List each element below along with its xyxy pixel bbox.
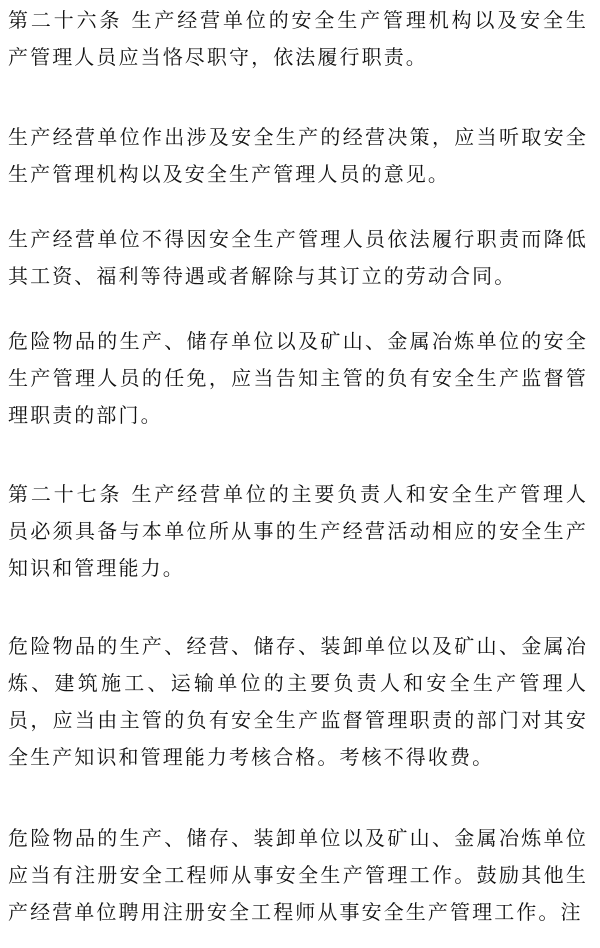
paragraph: 生产经营单位不得因安全生产管理人员依法履行职责而降低其工资、福利等待遇或者解除与其订立的劳动合同。 xyxy=(8,227,588,288)
paragraph: 危险物品的生产、储存单位以及矿山、金属冶炼单位的安全生产管理人员的任免，应当告知主管的负有安全生产监督管理职责的部门。 xyxy=(8,329,588,427)
paragraph-article-26: 第二十六条 生产经营单位的安全生产管理机构以及安全生产管理人员应当恪尽职守，依法履行职责。 xyxy=(8,8,588,69)
paragraph: 危险物品的生产、储存、装卸单位以及矿山、金属冶炼单位应当有注册安全工程师从事安全生产管理工作。鼓励其他生产经营单位聘用注册安全工程师从事安全生产管理工作。注 xyxy=(8,826,588,924)
paragraph-article-27: 第二十七条 生产经营单位的主要负责人和安全生产管理人员必须具备与本单位所从事的生产经营活动相应的安全生产知识和管理能力。 xyxy=(8,482,588,580)
paragraph: 生产经营单位作出涉及安全生产的经营决策，应当听取安全生产管理机构以及安全生产管理人员的意见。 xyxy=(8,125,588,186)
paragraph: 危险物品的生产、经营、储存、装卸单位以及矿山、金属冶炼、建筑施工、运输单位的主要负责人和安全生产管理人员，应当由主管的负有安全生产监督管理职责的部门对其安全生产知识和管理能力考核合格。考核不得收费。 xyxy=(8,634,588,769)
